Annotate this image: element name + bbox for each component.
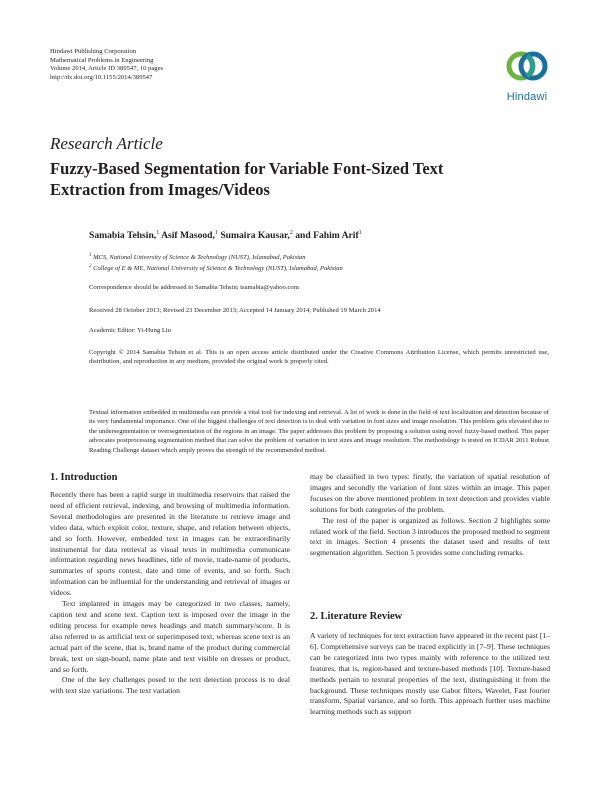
journal-name: Mathematical Problems in Engineering xyxy=(50,56,154,64)
correspondence: Correspondence should be addressed to Samabia Tehsin; tsamabia@yahoo.com xyxy=(89,284,299,291)
column-right xyxy=(310,472,550,559)
author-name: Samabia Tehsin, xyxy=(89,230,157,242)
author-affil-sup: 2 xyxy=(289,230,293,236)
title-line-2: Extraction from Images/Videos xyxy=(50,180,270,199)
affiliation-2 xyxy=(89,264,343,272)
doi-link[interactable]: http://dx.doi.org/10.1155/2014/389547 xyxy=(50,73,153,81)
hindawi-logo-icon xyxy=(502,44,552,90)
author-affil-sup: 1 xyxy=(214,230,218,236)
article-type: Research Article xyxy=(50,134,163,153)
column-right-section2 xyxy=(310,631,550,718)
academic-editor: Academic Editor: Yi-Hung Liu xyxy=(89,327,171,334)
affiliation-sup: 1 xyxy=(89,253,92,258)
affiliation-1 xyxy=(89,253,306,261)
copyright-notice: Copyright © 2014 Samabia Tehsin et al. This is an open access article distributed under the Creative Commons Attribution License, which permits unrestricted use, distribution, and reproduction in any medium, provided the original work is properly cited. xyxy=(89,349,549,366)
title-line-1: Fuzzy-Based Segmentation for Variable Font-Sized Text xyxy=(50,159,444,178)
paragraph: One of the key challenges posed to the text detection process is to deal with text size variations. The text variation xyxy=(50,675,290,696)
hindawi-logo xyxy=(502,44,552,106)
author-name: and Fahim Arif xyxy=(295,230,359,242)
paragraph: may be classified in two types: firstly, the variation of spatial resolution of images and secondly the variation of font sizes within an image. This paper focuses on the above mentioned problem in text detection and provides viable solutions for both categories of the problem. xyxy=(310,472,550,514)
article-dates: Received 28 October 2013; Revised 23 December 2013; Accepted 14 January 2014; Published 19 March 2014 xyxy=(89,307,381,314)
paragraph: A variety of techniques for text extraction have appeared in the recent past [1–6]. Comprehensive surveys can be traced explicitly in [7–9]. These techniques can be categorized into two types mainly with reference to the utilized text features, that is, region-based and texture-based methods [10]. Texture-based methods pertain to textural properties of the text, distinguishing it from the background. These techniques mostly use Gabor filters, Wavelet, Fast fourier transform, Spatial variance, and so forth. This approach further uses machine learning methods such as support xyxy=(310,631,550,717)
publication-info xyxy=(50,48,163,82)
author-affil-sup: 1 xyxy=(358,230,362,236)
publisher-name: Hindawi Publishing Corporation xyxy=(50,48,137,55)
author-affil-sup: 1 xyxy=(156,230,160,236)
affiliation-text: MCS, National University of Science & Technology (NUST), Islamabad, Pakistan xyxy=(93,254,306,262)
paper-title xyxy=(50,158,550,200)
volume-info: Volume 2014, Article ID 389547, 10 pages xyxy=(50,65,164,73)
paragraph: The rest of the paper is organized as follows. Section 2 highlights some related work of the field. Section 3 introduces the proposed method to segment text in images. Section 4 presents the dataset used and results of text segmentation algorithm. Section 5 provides some concluding remarks. xyxy=(310,515,550,558)
paragraph: Recently there has been a rapid surge in multimedia reservoirs that raised the need of efficient retrieval, indexing, and browsing of multimedia information. Several methodologies are presented in the literature to retrieve image and video data, which exploit color, texture, shape, and relation between objects, and so forth. However, embedded text in images can be extraordinarily instrumental for data retrieval as visual texts in multimedia communicate information regarding news headlines, title of movie, trade-name of products, summaries of sports contest, date and time of events, and so forth. Such information can be influential for the understanding and retrieval of images or videos. xyxy=(50,490,290,598)
author-name: Asif Masood, xyxy=(161,230,215,242)
paragraph: Text implanted in images may be categorized in two classes, namely, caption text and scene text. Caption text is imposed over the image in the editing process for example news headings and match summary/score. It is also referred to as artificial text or superimposed text, whereas scene text is an actual part of the scene, that is, brand name of the product during commercial break, text on sign-board, name plate and text visible on dresses or product, and so forth. xyxy=(50,599,290,674)
column-left xyxy=(50,490,290,697)
logo-wordmark: Hindawi xyxy=(506,91,548,103)
author-list xyxy=(89,230,362,241)
abstract: Textual information embedded in multimedia can provide a vital tool for indexing and retrieval. A lot of work is done in the field of text localization and detection because of its very fundamental importance. One of the biggest challenges of text detection is to deal with variation in font sizes and image resolution. This problem gets elevated due to the undersegmentation or oversegmentation of the regions in an image. The paper addresses this problem by proposing a solution using novel fuzzy-based method. This paper advocates postprocessing segmentation method that can solve the problem of variation in text sizes and image resolution. The methodology is tested on ICDAR 2011 Robust Reading Challenge dataset which amply proves the strength of the recommended method. xyxy=(89,409,549,454)
section-heading-literature-review: 2. Literature Review xyxy=(310,611,403,622)
section-heading-introduction: 1. Introduction xyxy=(50,472,118,483)
affiliation-sup: 2 xyxy=(89,264,92,269)
affiliation-text: College of E & ME, National University of Science & Technology (NUST), Islamabad, Pakistan xyxy=(93,265,343,273)
author-name: Sumaira Kausar, xyxy=(220,230,290,242)
